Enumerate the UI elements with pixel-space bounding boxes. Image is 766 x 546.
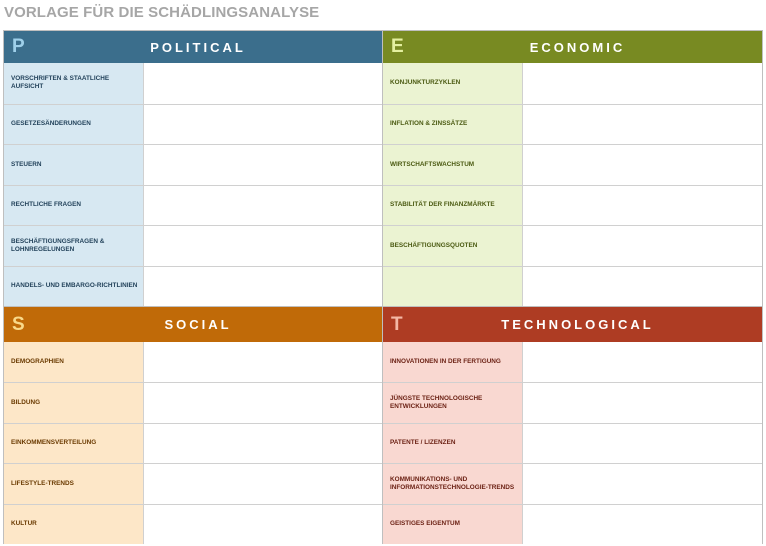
quadrant-heading-technological: TECHNOLOGICAL [501,317,654,332]
quadrant-heading-economic: ECONOMIC [529,39,626,55]
row-label: INNOVATIONEN IN DER FERTIGUNG [383,342,523,382]
quadrant-header-economic [383,31,762,63]
row-label: JÜNGSTE TECHNOLOGISCHE ENTWICKLUNGEN [383,383,523,422]
row-label: VORSCHRIFTEN & STAATLICHE AUFSICHT [4,63,144,104]
row-label: KOMMUNIKATIONS- UND INFORMATIONSTECHNOLOGIE-TRENDS [383,464,523,503]
row-value-cell[interactable] [523,505,762,544]
quadrant-header-social [4,307,382,342]
row-value-cell[interactable] [144,464,382,503]
quadrant-political [3,30,383,307]
quadrant-header-political [4,31,382,63]
row-label: INFLATION & ZINSSÄTZE [383,105,523,145]
table-row [383,104,762,145]
row-label: KONJUNKTURZYKLEN [383,63,523,104]
row-label: EINKOMMENSVERTEILUNG [4,424,144,463]
table-row [383,382,762,422]
table-row [4,144,382,185]
table-row [4,225,382,266]
row-label: BILDUNG [4,383,144,422]
row-value-cell[interactable] [144,145,382,185]
row-label[interactable] [383,267,523,307]
row-value-cell[interactable] [144,383,382,422]
row-value-cell[interactable] [144,63,382,104]
table-row [383,144,762,185]
table-row [4,266,382,307]
row-value-cell[interactable] [144,226,382,266]
quadrant-rows-economic [383,63,762,306]
row-label: KULTUR [4,505,144,544]
row-label: STABILITÄT DER FINANZMÄRKTE [383,186,523,226]
row-value-cell[interactable] [144,342,382,382]
table-row [4,423,382,463]
row-label: BESCHÄFTIGUNGSFRAGEN & LOHNREGELUNGEN [4,226,144,266]
row-value-cell[interactable] [523,145,762,185]
quadrant-technological [382,306,763,544]
row-value-cell[interactable] [523,186,762,226]
row-value-cell[interactable] [523,105,762,145]
table-row [4,63,382,104]
table-row [383,342,762,382]
table-row [383,463,762,503]
table-row [383,225,762,266]
quadrant-rows-technological [383,342,762,543]
page-title: VORLAGE FÜR DIE SCHÄDLINGSANALYSE [4,4,320,21]
quadrant-rows-social [4,342,382,543]
table-row [383,423,762,463]
quadrant-economic [382,30,763,307]
row-label: GESETZESÄNDERUNGEN [4,105,144,145]
row-label: GEISTIGES EIGENTUM [383,505,523,544]
table-row [4,463,382,503]
quadrant-letter-technological: T [391,313,403,335]
row-label: WIRTSCHAFTSWACHSTUM [383,145,523,185]
row-value-cell[interactable] [523,63,762,104]
table-row [383,185,762,226]
row-value-cell[interactable] [523,464,762,503]
row-value-cell[interactable] [144,105,382,145]
row-value-cell[interactable] [523,424,762,463]
quadrant-header-technological [383,307,762,342]
table-row [4,504,382,544]
row-value-cell[interactable] [523,267,762,307]
row-label: STEUERN [4,145,144,185]
row-value-cell[interactable] [144,424,382,463]
table-row [4,382,382,422]
table-row [4,104,382,145]
row-label: PATENTE / LIZENZEN [383,424,523,463]
row-label: BESCHÄFTIGUNGSQUOTEN [383,226,523,266]
table-row [383,63,762,104]
quadrant-heading-political: POLITICAL [150,39,246,55]
quadrant-letter-social: S [12,313,25,335]
quadrant-social [3,306,383,544]
table-row [4,342,382,382]
row-label: DEMOGRAPHIEN [4,342,144,382]
quadrant-letter-political: P [12,36,25,57]
row-value-cell[interactable] [144,505,382,544]
table-row [383,266,762,307]
row-value-cell[interactable] [523,383,762,422]
row-label: LIFESTYLE-TRENDS [4,464,144,503]
row-label: RECHTLICHE FRAGEN [4,186,144,226]
table-row [4,185,382,226]
row-value-cell[interactable] [144,186,382,226]
table-row [383,504,762,544]
quadrant-heading-social: SOCIAL [164,317,232,332]
row-value-cell[interactable] [523,226,762,266]
quadrant-letter-economic: E [391,36,404,57]
row-value-cell[interactable] [144,267,382,307]
quadrant-rows-political [4,63,382,306]
row-value-cell[interactable] [523,342,762,382]
row-label: HANDELS- UND EMBARGO-RICHTLINIEN [4,267,144,307]
